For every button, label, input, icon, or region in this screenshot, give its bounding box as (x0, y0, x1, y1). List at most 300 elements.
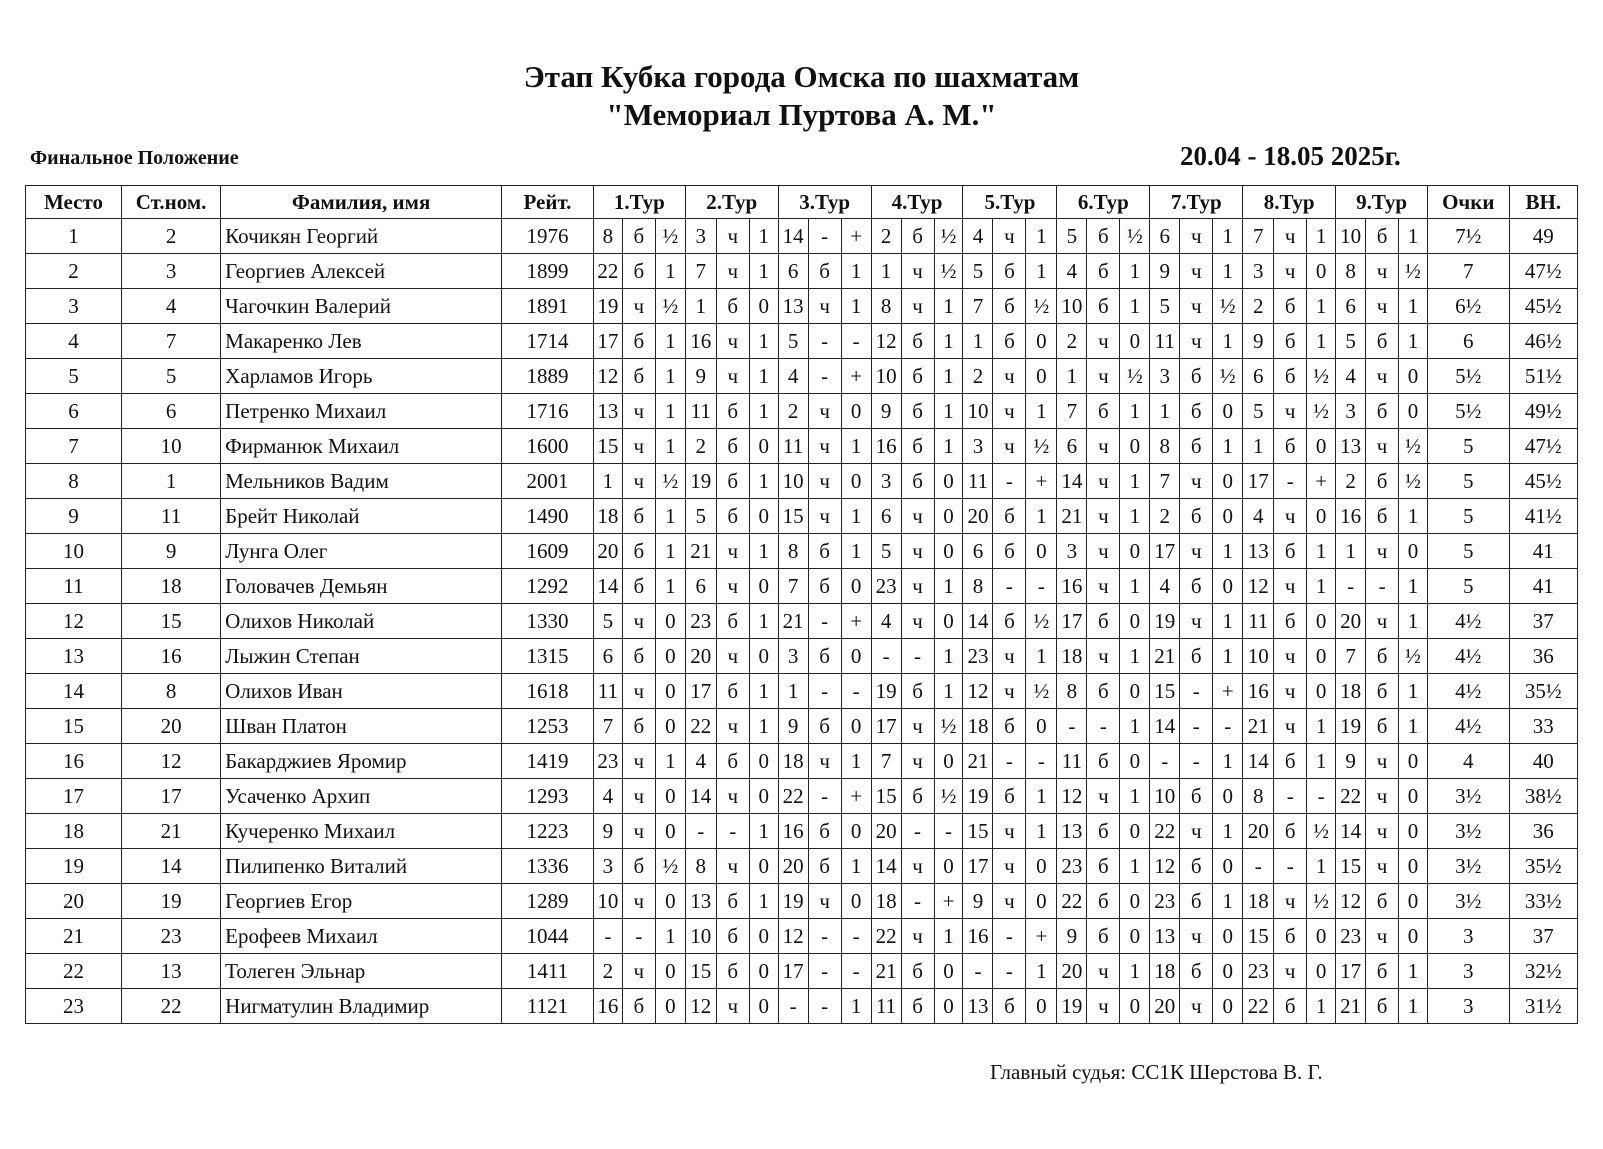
header-row (26, 186, 1578, 219)
cell-r7-result: 0 (1213, 919, 1243, 954)
cell-r9-color: ч (1366, 744, 1399, 779)
cell-r1-result: ½ (655, 849, 685, 884)
cell-r2-opponent: 22 (685, 709, 716, 744)
cell-r6-opponent: 9 (1057, 919, 1087, 954)
cell-r6-result: 1 (1120, 954, 1150, 989)
cell-r8-color: ч (1274, 569, 1307, 604)
cell-start-no: 15 (122, 604, 221, 639)
cell-name: Кочикян Георгий (221, 219, 502, 254)
cell-r6-color: б (1087, 219, 1120, 254)
cell-name: Лунга Олег (221, 534, 502, 569)
cell-r5-opponent: 15 (963, 814, 993, 849)
cell-r3-result: 1 (841, 744, 871, 779)
cell-r2-opponent: 14 (685, 779, 716, 814)
cell-r4-color: ч (901, 744, 934, 779)
cell-rating: 1490 (502, 499, 594, 534)
cell-r1-opponent: 20 (593, 534, 622, 569)
cell-r9-result: ½ (1399, 464, 1428, 499)
cell-r8-result: 0 (1307, 919, 1336, 954)
table-row (26, 254, 1578, 289)
cell-r7-opponent: 13 (1150, 919, 1180, 954)
cell-r6-result: 1 (1120, 569, 1150, 604)
cell-r4-opponent: 19 (871, 674, 901, 709)
cell-r2-result: 0 (749, 989, 778, 1024)
cell-r7-result: ½ (1213, 289, 1243, 324)
cell-name: Макаренко Лев (221, 324, 502, 359)
cell-r3-color: - (808, 919, 841, 954)
cell-r6-opponent: 10 (1057, 289, 1087, 324)
cell-r5-opponent: 8 (963, 569, 993, 604)
cell-r1-result: 1 (655, 254, 685, 289)
cell-r6-opponent: 22 (1057, 884, 1087, 919)
cell-start-no: 22 (122, 989, 221, 1024)
cell-name: Шван Платон (221, 709, 502, 744)
cell-rating: 2001 (502, 464, 594, 499)
cell-r2-color: ч (716, 359, 749, 394)
cell-points: 7½ (1428, 219, 1510, 254)
cell-place: 11 (26, 569, 122, 604)
cell-r9-opponent: 7 (1336, 639, 1366, 674)
cell-r4-result: ½ (934, 709, 963, 744)
cell-rating: 1899 (502, 254, 594, 289)
cell-r4-opponent: 17 (871, 709, 901, 744)
cell-r9-result: 1 (1399, 569, 1428, 604)
cell-r6-color: ч (1087, 569, 1120, 604)
cell-r1-opponent: 3 (593, 849, 622, 884)
cell-r3-opponent: 4 (778, 359, 808, 394)
cell-r7-opponent: 17 (1150, 534, 1180, 569)
cell-r6-result: 1 (1120, 464, 1150, 499)
cell-r1-color: - (622, 919, 655, 954)
cell-r8-opponent: 16 (1243, 674, 1274, 709)
cell-r1-opponent: 4 (593, 779, 622, 814)
cell-r9-color: - (1366, 569, 1399, 604)
cell-r5-color: б (993, 289, 1026, 324)
cell-name: Усаченко Архип (221, 779, 502, 814)
table-row (26, 429, 1578, 464)
cell-place: 15 (26, 709, 122, 744)
cell-r6-opponent: 8 (1057, 674, 1087, 709)
cell-tiebreak: 35½ (1509, 674, 1577, 709)
table-row (26, 744, 1578, 779)
cell-r3-result: 0 (841, 814, 871, 849)
cell-points: 4½ (1428, 709, 1510, 744)
cell-r1-result: 0 (655, 604, 685, 639)
cell-r9-opponent: 5 (1336, 324, 1366, 359)
cell-r5-result: 1 (1026, 639, 1057, 674)
cell-r7-opponent: 19 (1150, 604, 1180, 639)
cell-r8-opponent: 14 (1243, 744, 1274, 779)
cell-r2-result: 1 (749, 709, 778, 744)
cell-r4-color: б (901, 674, 934, 709)
cell-r7-result: 1 (1213, 884, 1243, 919)
cell-r6-opponent: 20 (1057, 954, 1087, 989)
cell-r3-color: б (808, 254, 841, 289)
table-row (26, 709, 1578, 744)
cell-r5-opponent: 3 (963, 429, 993, 464)
cell-r7-color: - (1180, 674, 1213, 709)
cell-r4-opponent: 3 (871, 464, 901, 499)
cell-r7-opponent: 2 (1150, 499, 1180, 534)
cell-r2-color: ч (716, 569, 749, 604)
cell-r8-result: 0 (1307, 674, 1336, 709)
cell-r2-result: 1 (749, 324, 778, 359)
cell-r8-result: 0 (1307, 639, 1336, 674)
cell-r7-opponent: 10 (1150, 779, 1180, 814)
header-tiebreak: ВН. (1509, 186, 1577, 219)
cell-tiebreak: 33 (1509, 709, 1577, 744)
cell-r7-color: б (1180, 359, 1213, 394)
cell-r1-result: 1 (655, 534, 685, 569)
cell-r5-result: 1 (1026, 814, 1057, 849)
cell-r2-opponent: - (685, 814, 716, 849)
cell-r2-color: б (716, 674, 749, 709)
cell-r1-color: б (622, 534, 655, 569)
cell-r6-opponent: 13 (1057, 814, 1087, 849)
cell-r3-color: - (808, 604, 841, 639)
cell-r3-opponent: 16 (778, 814, 808, 849)
cell-r9-opponent: 14 (1336, 814, 1366, 849)
cell-r3-result: - (841, 919, 871, 954)
cell-r5-color: б (993, 499, 1026, 534)
cell-r1-result: 0 (655, 954, 685, 989)
cell-tiebreak: 46½ (1509, 324, 1577, 359)
cell-r3-result: - (841, 674, 871, 709)
cell-points: 5 (1428, 464, 1510, 499)
cell-r4-result: 0 (934, 744, 963, 779)
cell-start-no: 17 (122, 779, 221, 814)
cell-rating: 1609 (502, 534, 594, 569)
cell-points: 4½ (1428, 674, 1510, 709)
cell-r8-opponent: 8 (1243, 779, 1274, 814)
cell-r2-color: б (716, 394, 749, 429)
table-row (26, 464, 1578, 499)
cell-r3-color: - (808, 324, 841, 359)
cell-r8-result: 0 (1307, 429, 1336, 464)
cell-rating: 1223 (502, 814, 594, 849)
cell-r1-color: ч (622, 954, 655, 989)
cell-r7-color: ч (1180, 324, 1213, 359)
table-row (26, 289, 1578, 324)
cell-rating: 1044 (502, 919, 594, 954)
cell-r1-color: ч (622, 814, 655, 849)
cell-r3-opponent: 8 (778, 534, 808, 569)
cell-r5-opponent: 13 (963, 989, 993, 1024)
cell-r1-color: б (622, 639, 655, 674)
cell-r3-color: б (808, 534, 841, 569)
cell-tiebreak: 45½ (1509, 289, 1577, 324)
cell-r9-color: б (1366, 394, 1399, 429)
cell-r5-opponent: 11 (963, 464, 993, 499)
table-row (26, 569, 1578, 604)
cell-name: Толеген Эльнар (221, 954, 502, 989)
table-row (26, 989, 1578, 1024)
cell-r9-result: 1 (1399, 604, 1428, 639)
cell-rating: 1330 (502, 604, 594, 639)
cell-r6-color: ч (1087, 989, 1120, 1024)
cell-r4-result: 1 (934, 429, 963, 464)
cell-r4-color: ч (901, 849, 934, 884)
cell-r1-opponent: 16 (593, 989, 622, 1024)
cell-r8-opponent: 20 (1243, 814, 1274, 849)
cell-r5-color: ч (993, 849, 1026, 884)
cell-r3-color: б (808, 709, 841, 744)
cell-r1-opponent: 23 (593, 744, 622, 779)
cell-r5-opponent: 10 (963, 394, 993, 429)
cell-tiebreak: 36 (1509, 639, 1577, 674)
table-row (26, 534, 1578, 569)
cell-r5-result: 0 (1026, 709, 1057, 744)
cell-r6-result: 0 (1120, 429, 1150, 464)
cell-r1-color: ч (622, 779, 655, 814)
cell-r2-color: б (716, 954, 749, 989)
cell-r5-opponent: 6 (963, 534, 993, 569)
cell-r1-result: 0 (655, 814, 685, 849)
cell-r5-opponent: - (963, 954, 993, 989)
cell-rating: 1419 (502, 744, 594, 779)
cell-r5-color: ч (993, 814, 1026, 849)
cell-r6-result: 0 (1120, 674, 1150, 709)
cell-r8-result: 0 (1307, 604, 1336, 639)
chief-arbiter: Главный судья: СС1К Шерстова В. Г. (990, 1060, 1323, 1084)
cell-r9-color: ч (1366, 779, 1399, 814)
cell-r6-result: 0 (1120, 534, 1150, 569)
cell-r3-color: - (808, 674, 841, 709)
cell-points: 5 (1428, 569, 1510, 604)
cell-points: 4½ (1428, 639, 1510, 674)
cell-r3-opponent: 21 (778, 604, 808, 639)
cell-r3-color: б (808, 639, 841, 674)
cell-r5-color: ч (993, 429, 1026, 464)
cell-name: Петренко Михаил (221, 394, 502, 429)
header-points: Очки (1428, 186, 1510, 219)
cell-tiebreak: 36 (1509, 814, 1577, 849)
cell-tiebreak: 41½ (1509, 499, 1577, 534)
cell-r7-color: - (1180, 709, 1213, 744)
cell-tiebreak: 40 (1509, 744, 1577, 779)
cell-r8-result: 1 (1307, 989, 1336, 1024)
cell-r1-color: б (622, 709, 655, 744)
cell-r8-result: ½ (1307, 884, 1336, 919)
cell-r1-result: 0 (655, 884, 685, 919)
cell-r6-result: 0 (1120, 744, 1150, 779)
cell-r3-opponent: - (778, 989, 808, 1024)
cell-r3-opponent: 2 (778, 394, 808, 429)
cell-r4-color: б (901, 989, 934, 1024)
cell-r3-opponent: 13 (778, 289, 808, 324)
cell-r7-color: б (1180, 569, 1213, 604)
cell-r7-result: 0 (1213, 499, 1243, 534)
cell-r1-color: ч (622, 604, 655, 639)
cell-r2-result: 0 (749, 569, 778, 604)
cell-r8-color: б (1274, 429, 1307, 464)
cell-r8-opponent: 23 (1243, 954, 1274, 989)
cell-start-no: 8 (122, 674, 221, 709)
cell-r8-color: ч (1274, 884, 1307, 919)
cell-r2-result: 1 (749, 464, 778, 499)
cell-r9-result: 1 (1399, 289, 1428, 324)
cell-r8-result: 1 (1307, 744, 1336, 779)
cell-rating: 1292 (502, 569, 594, 604)
cell-r9-result: 0 (1399, 814, 1428, 849)
cell-r3-result: + (841, 219, 871, 254)
cell-place: 16 (26, 744, 122, 779)
header-rating: Рейт. (502, 186, 594, 219)
cell-points: 5 (1428, 429, 1510, 464)
cell-r5-color: - (993, 744, 1026, 779)
cell-r9-color: ч (1366, 359, 1399, 394)
header-place: Место (26, 186, 122, 219)
cell-r1-color: ч (622, 429, 655, 464)
cell-r3-result: 1 (841, 289, 871, 324)
cell-r6-color: ч (1087, 464, 1120, 499)
cell-r6-opponent: 5 (1057, 219, 1087, 254)
cell-r4-result: 0 (934, 464, 963, 499)
cell-r9-opponent: 22 (1336, 779, 1366, 814)
cell-r7-result: + (1213, 674, 1243, 709)
cell-r3-opponent: 20 (778, 849, 808, 884)
cell-r2-opponent: 19 (685, 464, 716, 499)
cell-r3-result: 1 (841, 254, 871, 289)
table-row (26, 814, 1578, 849)
cell-r4-color: б (901, 429, 934, 464)
cell-r1-result: ½ (655, 464, 685, 499)
cell-start-no: 16 (122, 639, 221, 674)
cell-r3-color: - (808, 989, 841, 1024)
cell-name: Харламов Игорь (221, 359, 502, 394)
cell-r5-result: 0 (1026, 989, 1057, 1024)
cell-rating: 1315 (502, 639, 594, 674)
cell-r6-result: 1 (1120, 394, 1150, 429)
cell-r2-opponent: 7 (685, 254, 716, 289)
cell-r6-color: ч (1087, 429, 1120, 464)
cell-rating: 1411 (502, 954, 594, 989)
cell-r4-opponent: 23 (871, 569, 901, 604)
cell-r6-color: ч (1087, 779, 1120, 814)
cell-r4-color: - (901, 884, 934, 919)
cell-r3-color: ч (808, 394, 841, 429)
cell-r4-result: ½ (934, 254, 963, 289)
cell-r6-opponent: 18 (1057, 639, 1087, 674)
cell-start-no: 7 (122, 324, 221, 359)
cell-r9-result: 0 (1399, 359, 1428, 394)
cell-r7-color: - (1180, 744, 1213, 779)
cell-r1-color: б (622, 219, 655, 254)
cell-r2-result: 1 (749, 359, 778, 394)
cell-r1-color: ч (622, 394, 655, 429)
cell-r3-opponent: 1 (778, 674, 808, 709)
cell-start-no: 3 (122, 254, 221, 289)
cell-points: 3½ (1428, 884, 1510, 919)
cell-r4-opponent: 7 (871, 744, 901, 779)
cell-r5-result: 1 (1026, 779, 1057, 814)
cell-r5-color: б (993, 989, 1026, 1024)
cell-r5-color: ч (993, 674, 1026, 709)
cell-r9-opponent: 4 (1336, 359, 1366, 394)
cell-place: 4 (26, 324, 122, 359)
cell-r8-result: 0 (1307, 499, 1336, 534)
cell-r4-result: + (934, 884, 963, 919)
cell-r6-opponent: 1 (1057, 359, 1087, 394)
cell-r2-color: - (716, 814, 749, 849)
cell-rating: 1976 (502, 219, 594, 254)
cell-points: 3½ (1428, 779, 1510, 814)
cell-r9-color: ч (1366, 534, 1399, 569)
cell-r4-opponent: 14 (871, 849, 901, 884)
cell-r3-color: - (808, 954, 841, 989)
cell-points: 3 (1428, 954, 1510, 989)
cell-r5-result: + (1026, 464, 1057, 499)
cell-r8-result: ½ (1307, 814, 1336, 849)
table-row (26, 919, 1578, 954)
cell-r4-result: 0 (934, 499, 963, 534)
final-standings-label: Финальное Положение (30, 147, 239, 169)
cell-r5-result: ½ (1026, 604, 1057, 639)
cell-rating: 1600 (502, 429, 594, 464)
cell-r3-result: 0 (841, 709, 871, 744)
cell-r4-result: 1 (934, 289, 963, 324)
cell-r1-opponent: 13 (593, 394, 622, 429)
cell-r4-color: ч (901, 534, 934, 569)
cell-r9-color: б (1366, 499, 1399, 534)
cell-r8-color: б (1274, 744, 1307, 779)
cell-r1-result: ½ (655, 289, 685, 324)
cell-r9-result: 1 (1399, 989, 1428, 1024)
cell-r8-color: б (1274, 289, 1307, 324)
cell-r3-result: 1 (841, 429, 871, 464)
cell-r7-result: - (1213, 709, 1243, 744)
cell-r7-result: 1 (1213, 219, 1243, 254)
cell-r2-opponent: 6 (685, 569, 716, 604)
cell-start-no: 10 (122, 429, 221, 464)
cell-r3-color: ч (808, 744, 841, 779)
cell-r5-result: 1 (1026, 254, 1057, 289)
cell-r6-color: ч (1087, 639, 1120, 674)
cell-r5-opponent: 2 (963, 359, 993, 394)
cell-r5-color: - (993, 919, 1026, 954)
cell-r8-result: - (1307, 779, 1336, 814)
cell-r1-color: ч (622, 884, 655, 919)
cell-name: Ерофеев Михаил (221, 919, 502, 954)
cell-r4-opponent: 15 (871, 779, 901, 814)
cell-r7-opponent: 21 (1150, 639, 1180, 674)
cell-r2-opponent: 3 (685, 219, 716, 254)
cell-r7-opponent: 7 (1150, 464, 1180, 499)
cell-tiebreak: 37 (1509, 604, 1577, 639)
cell-start-no: 2 (122, 219, 221, 254)
table-row (26, 954, 1578, 989)
cell-r2-result: 1 (749, 534, 778, 569)
cell-start-no: 9 (122, 534, 221, 569)
cell-r1-color: б (622, 569, 655, 604)
cell-r7-opponent: 18 (1150, 954, 1180, 989)
cell-r7-opponent: 14 (1150, 709, 1180, 744)
cell-r6-color: ч (1087, 499, 1120, 534)
cell-r8-opponent: 1 (1243, 429, 1274, 464)
cell-r1-result: 0 (655, 674, 685, 709)
cell-r7-opponent: - (1150, 744, 1180, 779)
cell-r4-color: ч (901, 289, 934, 324)
cell-r7-color: б (1180, 429, 1213, 464)
cell-r9-color: б (1366, 464, 1399, 499)
cell-r2-result: 0 (749, 954, 778, 989)
cell-r4-opponent: 16 (871, 429, 901, 464)
cell-r4-result: 0 (934, 604, 963, 639)
cell-r1-opponent: 11 (593, 674, 622, 709)
cell-r7-opponent: 8 (1150, 429, 1180, 464)
cell-r9-opponent: 20 (1336, 604, 1366, 639)
cell-r5-opponent: 12 (963, 674, 993, 709)
